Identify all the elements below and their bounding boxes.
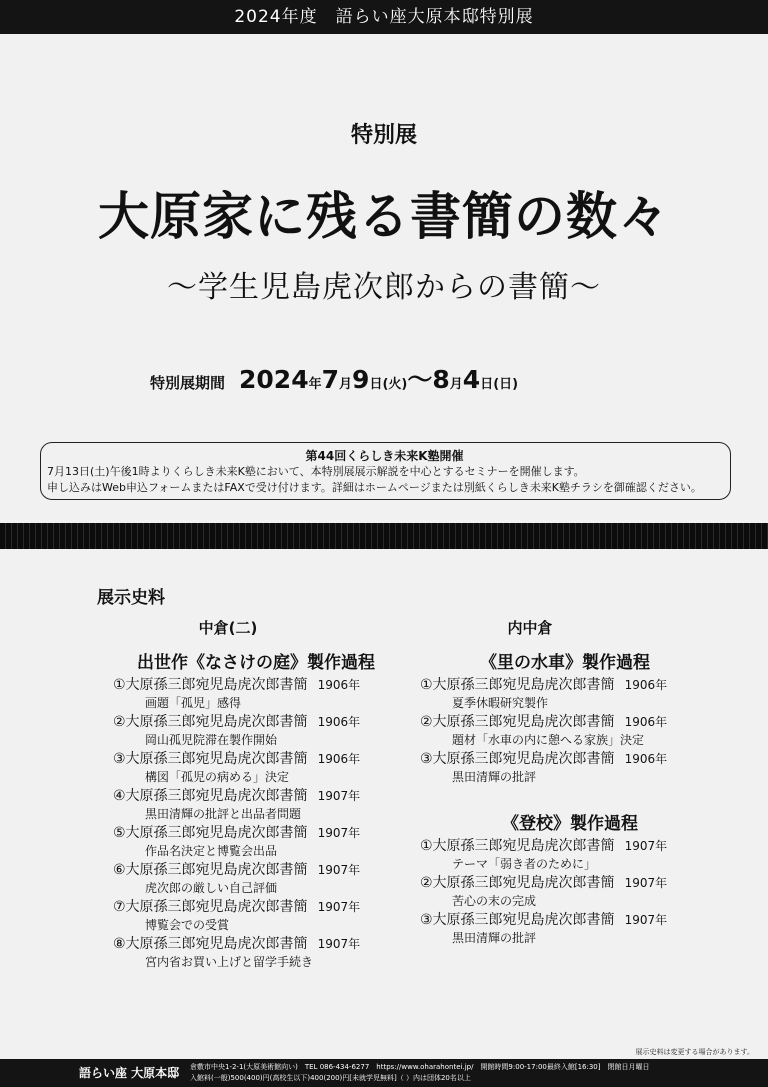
item-year: 1907年 [317, 789, 361, 803]
main-title: 大原家に残る書簡の数々 [97, 188, 670, 247]
list-item [113, 750, 413, 787]
period-end-month-unit: 月 [449, 377, 463, 392]
list-item [113, 824, 413, 861]
period-start-day: 9 [352, 365, 370, 394]
item-title: ①大原孫三郎宛児島虎次郎書簡 [113, 677, 308, 693]
sub-title: ～学生児島虎次郎からの書簡～ [167, 270, 601, 305]
period-end-month: 8 [432, 365, 450, 394]
item-title: ③大原孫三郎宛児島虎次郎書簡 [420, 912, 615, 928]
item-year: 1907年 [624, 913, 668, 927]
item-year: 1906年 [317, 752, 361, 766]
item-note: 夏季休暇研究製作 [452, 696, 549, 710]
change-footnote: 展示史料は変更する場合があります。 [635, 1048, 754, 1056]
item-year: 1906年 [624, 678, 668, 692]
storehouse-name: 内中倉 [507, 619, 553, 637]
item-note: 作品名決定と博覧会出品 [145, 844, 278, 858]
exhibits-heading: 展示史料 [97, 588, 165, 608]
item-title: ⑥大原孫三郎宛児島虎次郎書簡 [113, 862, 308, 878]
item-note: 苦心の末の完成 [452, 894, 537, 908]
item-year: 1906年 [317, 715, 361, 729]
period-start-day-unit: 日 [369, 377, 383, 392]
item-title: ④大原孫三郎宛児島虎次郎書簡 [113, 788, 308, 804]
list-item [113, 787, 413, 824]
item-note: 黒田清輝の批評 [452, 931, 537, 945]
item-title: ②大原孫三郎宛児島虎次郎書簡 [420, 714, 615, 730]
list-item [420, 713, 720, 750]
item-title: ①大原孫三郎宛児島虎次郎書簡 [420, 677, 615, 693]
footer-info [190, 1062, 650, 1084]
item-note: 虎次郎の厳しい自己評価 [145, 881, 278, 895]
item-note: テーマ「弱き者のために」 [452, 857, 597, 871]
item-title: ①大原孫三郎宛児島虎次郎書簡 [420, 838, 615, 854]
list-item [420, 911, 720, 948]
item-year: 1906年 [317, 678, 361, 692]
item-year: 1907年 [317, 826, 361, 840]
period-end-weekday: (日) [493, 377, 519, 392]
item-note: 黒田清輝の批評と出品者問題 [145, 807, 302, 821]
footer-info-line: 倉敷市中央1-2-1(大原美術館向い) TEL 086-434-6277 https://www.oharahontei.jp/ 開館時間9:00-17:00最終入館[16:30] 閉館日月曜日 [190, 1063, 650, 1071]
item-title: ⑤大原孫三郎宛児島虎次郎書簡 [113, 825, 308, 841]
item-note: 黒田清輝の批評 [452, 770, 537, 784]
exhibits-left-column [113, 616, 413, 972]
item-title: ③大原孫三郎宛児島虎次郎書簡 [113, 751, 308, 767]
item-title: ②大原孫三郎宛児島虎次郎書簡 [420, 875, 615, 891]
seminar-notice-box [40, 442, 731, 500]
period-tilde: ～ [407, 365, 433, 394]
exhibits-right-column [420, 616, 720, 948]
footer-org-name: 語らい座 大原本邸 [79, 1066, 180, 1080]
group-title: 《登校》製作過程 [502, 814, 638, 834]
item-year: 1907年 [317, 937, 361, 951]
storehouse-name: 中倉(二) [198, 619, 258, 637]
item-year: 1906年 [624, 752, 668, 766]
notice-title: 第44回くらしき未来K塾開催 [305, 449, 464, 463]
item-year: 1907年 [624, 839, 668, 853]
item-note: 宮内省お買い上げと留学手続き [145, 955, 314, 969]
item-note: 博覧会での受賞 [145, 918, 230, 932]
item-title: ②大原孫三郎宛児島虎次郎書簡 [113, 714, 308, 730]
footer-bar [0, 1059, 768, 1087]
list-item [113, 935, 413, 972]
notice-line: 7月13日(土)午後1時よりくらしき未来K塾において、本特別展展示解説を中心とするセミナーを開催します。 [47, 465, 585, 478]
item-year: 1907年 [624, 876, 668, 890]
top-banner [0, 0, 768, 34]
group-title: 《里の水車》製作過程 [480, 653, 650, 673]
period-end-day: 4 [462, 365, 481, 394]
period-start-weekday: (火) [382, 377, 408, 392]
period-label: 特別展期間 [150, 374, 226, 392]
item-title: ③大原孫三郎宛児島虎次郎書簡 [420, 751, 615, 767]
list-item [420, 837, 720, 874]
list-item [113, 861, 413, 898]
item-year: 1907年 [317, 863, 361, 877]
special-exhibition-label: 特別展 [350, 123, 417, 148]
item-note: 岡山孤児院滞在製作開始 [145, 733, 278, 747]
period-end-day-unit: 日 [480, 377, 494, 392]
period-start-month-unit: 月 [339, 377, 353, 392]
period-year-unit: 年 [308, 377, 322, 392]
list-item [420, 750, 720, 787]
list-item [420, 874, 720, 911]
list-item [420, 676, 720, 713]
decorative-divider [0, 523, 768, 549]
period-start-month: 7 [321, 365, 340, 394]
list-item [113, 713, 413, 750]
period-year: 2024 [239, 365, 309, 394]
item-title: ⑧大原孫三郎宛児島虎次郎書簡 [113, 936, 308, 952]
item-year: 1907年 [317, 900, 361, 914]
notice-line: 申し込みはWeb申込フォームまたはFAXで受け付けます。詳細はホームページまたは別紙くらしき未来K塾チラシを御確認ください。 [47, 481, 702, 494]
item-title: ⑦大原孫三郎宛児島虎次郎書簡 [113, 899, 308, 915]
footer-info-line: 入館料(一般)500(400)円(高校生以下)400(200)円[未就学児無料]（ ）内は団体20名以上 [190, 1074, 471, 1082]
exhibition-period [150, 360, 630, 396]
list-item [113, 676, 413, 713]
banner-title: 2024年度 語らい座大原本邸特別展 [234, 7, 534, 27]
group-title: 出世作《なさけの庭》製作過程 [137, 653, 375, 673]
list-item [113, 898, 413, 935]
item-note: 題材「水車の内に憩へる家族」決定 [452, 733, 645, 747]
item-note: 構図「孤児の病める」決定 [145, 770, 290, 784]
item-note: 画題「孤児」感得 [145, 696, 242, 710]
item-year: 1906年 [624, 715, 668, 729]
